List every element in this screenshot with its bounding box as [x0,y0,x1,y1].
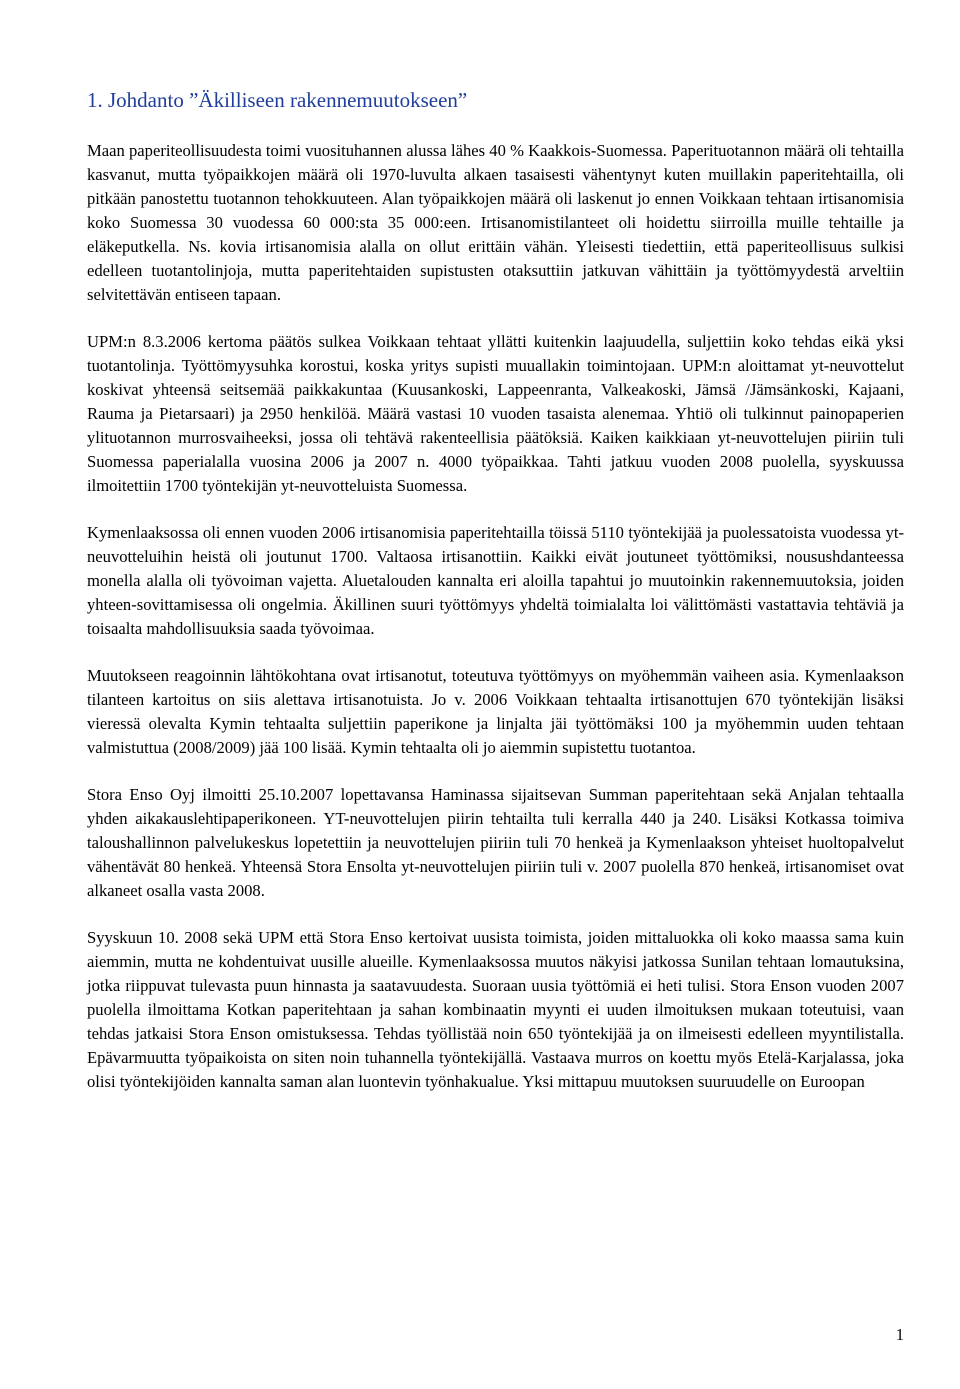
paragraph-september: Syyskuun 10. 2008 sekä UPM että Stora Enso kertoivat uusista toimista, joiden mittaluokka oli koko maassa sama kuin aiemmin, mutta ne kohdentuivat uusille alueille. Kymenlaaksossa muutos näkyisi jatkossa Sunilan tehtaan lomautuksina, jotka riippuvat tulevasta puun hinnasta ja saatavuudesta. Suoraan uusia työttömiä ei heti tulisi. Stora Enson vuoden 2007 puolella ilmoittama Kotkan paperitehtaan ja sahan kombinaatin myynti ei uuden ilmoituksen mukaan toteutuisi, vaan tehdas jatkaisi Stora Enson omistuksessa. Tehdas työllistää noin 650 työntekijää ja on ilmeisesti edelleen myyntilistalla. Epävarmuutta työpaikoista on siten noin tuhannella työntekijällä. Vastaava murros on koettu myös Etelä-Karjalassa, joka olisi työntekijöiden kannalta saman alan luontevin työnhakualue. Yksi mittapuu muutoksen suuruudelle on Euroopan [87,928,904,1091]
page-number: 1 [895,1325,904,1344]
paragraph-upm: UPM:n 8.3.2006 kertoma päätös sulkea Voikkaan tehtaat yllätti kuitenkin laajuudella, suljettiin koko tehdas eikä yksi tuotantolinja. Työttömyysuhka korostui, koska yritys supisti muuallakin toimintojaan. UPM:n aloittamat yt-neuvottelut koskivat yhteensä seitsemää paikkakuntaa (Kuusankoski, Lappeenranta, Valkeakoski, Jämsä /Jämsänkoski, Kajaani, Rauma ja Pietarsaari) ja 2950 henkilöä. Määrä vastasi 10 vuoden tasaista alenemaa. Yhtiö oli tulkinnut painopaperien ylituotannon murrosvaiheeksi, jossa oli tehtävä rakenteellisia päätöksiä. Kaiken kaikkiaan yt-neuvottelujen piiriin tuli Suomessa paperialalla vuosina 2006 ja 2007 n. 4000 työpaikkaa. Tahti jatkuu vuoden 2008 puolella, syyskuussa ilmoitettiin 1700 työntekijän yt-neuvotteluista Suomessa. [87,332,904,495]
paragraph-reaction: Muutokseen reagoinnin lähtökohtana ovat irtisanotut, toteutuva työttömyys on myöhemmän vaiheen asia. Kymenlaakson tilanteen kartoitus on siis alettava irtisanotuista. Jo v. 2006 Voikkaan tehtaalta irtisanottujen 670 työntekijän lisäksi vieressä olevalta Kymin tehtaalta suljettiin paperikone ja linjalta jäi työttömäksi 100 ja myöhemmin uuden tehtaan valmistuttua (2008/2009) jää 100 lisää. Kymin tehtaalta oli jo aiemmin supistettu tuotantoa. [87,666,904,757]
paragraph-stora-enso: Stora Enso Oyj ilmoitti 25.10.2007 lopettavansa Haminassa sijaitsevan Summan paperitehtaan sekä Anjalan tehtaalla yhden aikakauslehtipaperikoneen. YT-neuvottelujen piirin tehtailta tuli kerralla 440 ja 240. Lisäksi Kotkassa toimiva taloushallinnon palvelukeskus lopetettiin ja neuvottelujen piiriin tuli 70 henkeä ja Kymenlaakson yhteiset huoltopalvelut vähentävät 80 henkeä. Yhteensä Stora Ensolta yt-neuvottelujen piiriin tuli v. 2007 puolella 870 henkeä, irtisanomiset ovat alkaneet osalla vasta 2008. [87,785,904,900]
section-heading: 1. Johdanto ”Äkilliseen rakennemuutokseen” [87,88,468,112]
paragraph-intro: Maan paperiteollisuudesta toimi vuosituhannen alussa lähes 40 % Kaakkois-Suomessa. Paperituotannon määrä oli tehtailla kasvanut, mutta työpaikkojen määrä oli 1970-luvulta alkaen tasaisesti vähentynyt kuten muillakin paperitehtailla, oli pitkään panostettu tuotannon tehokkuuteen. Alan työpaikkojen määrä oli laskenut jo ennen Voikkaan tehtaan irtisanomisia koko Suomessa 30 vuodessa 60 000:sta 35 000:een. Irtisanomistilanteet oli hoidettu siirroilla muille tehtaille ja eläkeputkella. Ns. kovia irtisanomisia alalla on ollut erittäin vähän. Yleisesti tiedettiin, että paperiteollisuus sulkisi edelleen tuotantolinjoja, mutta paperitehtaiden supistusten otaksuttiin jatkuvan vähittäin ja työttömyydestä arveltiin selvitettävän entiseen tapaan. [87,141,904,304]
paragraph-kymenlaakso: Kymenlaaksossa oli ennen vuoden 2006 irtisanomisia paperitehtailla töissä 5110 työntekijää ja puolessatoista vuodessa yt-neuvotteluihin heistä oli joutunut 1700. Valtaosa irtisanottiin. Kaikki eivät joutuneet työttömiksi, nousushdanteessa monella alalla oli työvoiman vajetta. Aluetalouden kannalta eri aloilla tapahtui jo muutoinkin rakennemuutoksia, joiden yhteen-sovittamisessa oli ongelmia. Äkillinen suuri työttömyys yhdeltä toimialalta loi välittömästi vastattavia tehtäviä ja toisaalta mahdollisuuksia saada työvoimaa. [87,523,904,638]
body-text [87,139,904,1117]
